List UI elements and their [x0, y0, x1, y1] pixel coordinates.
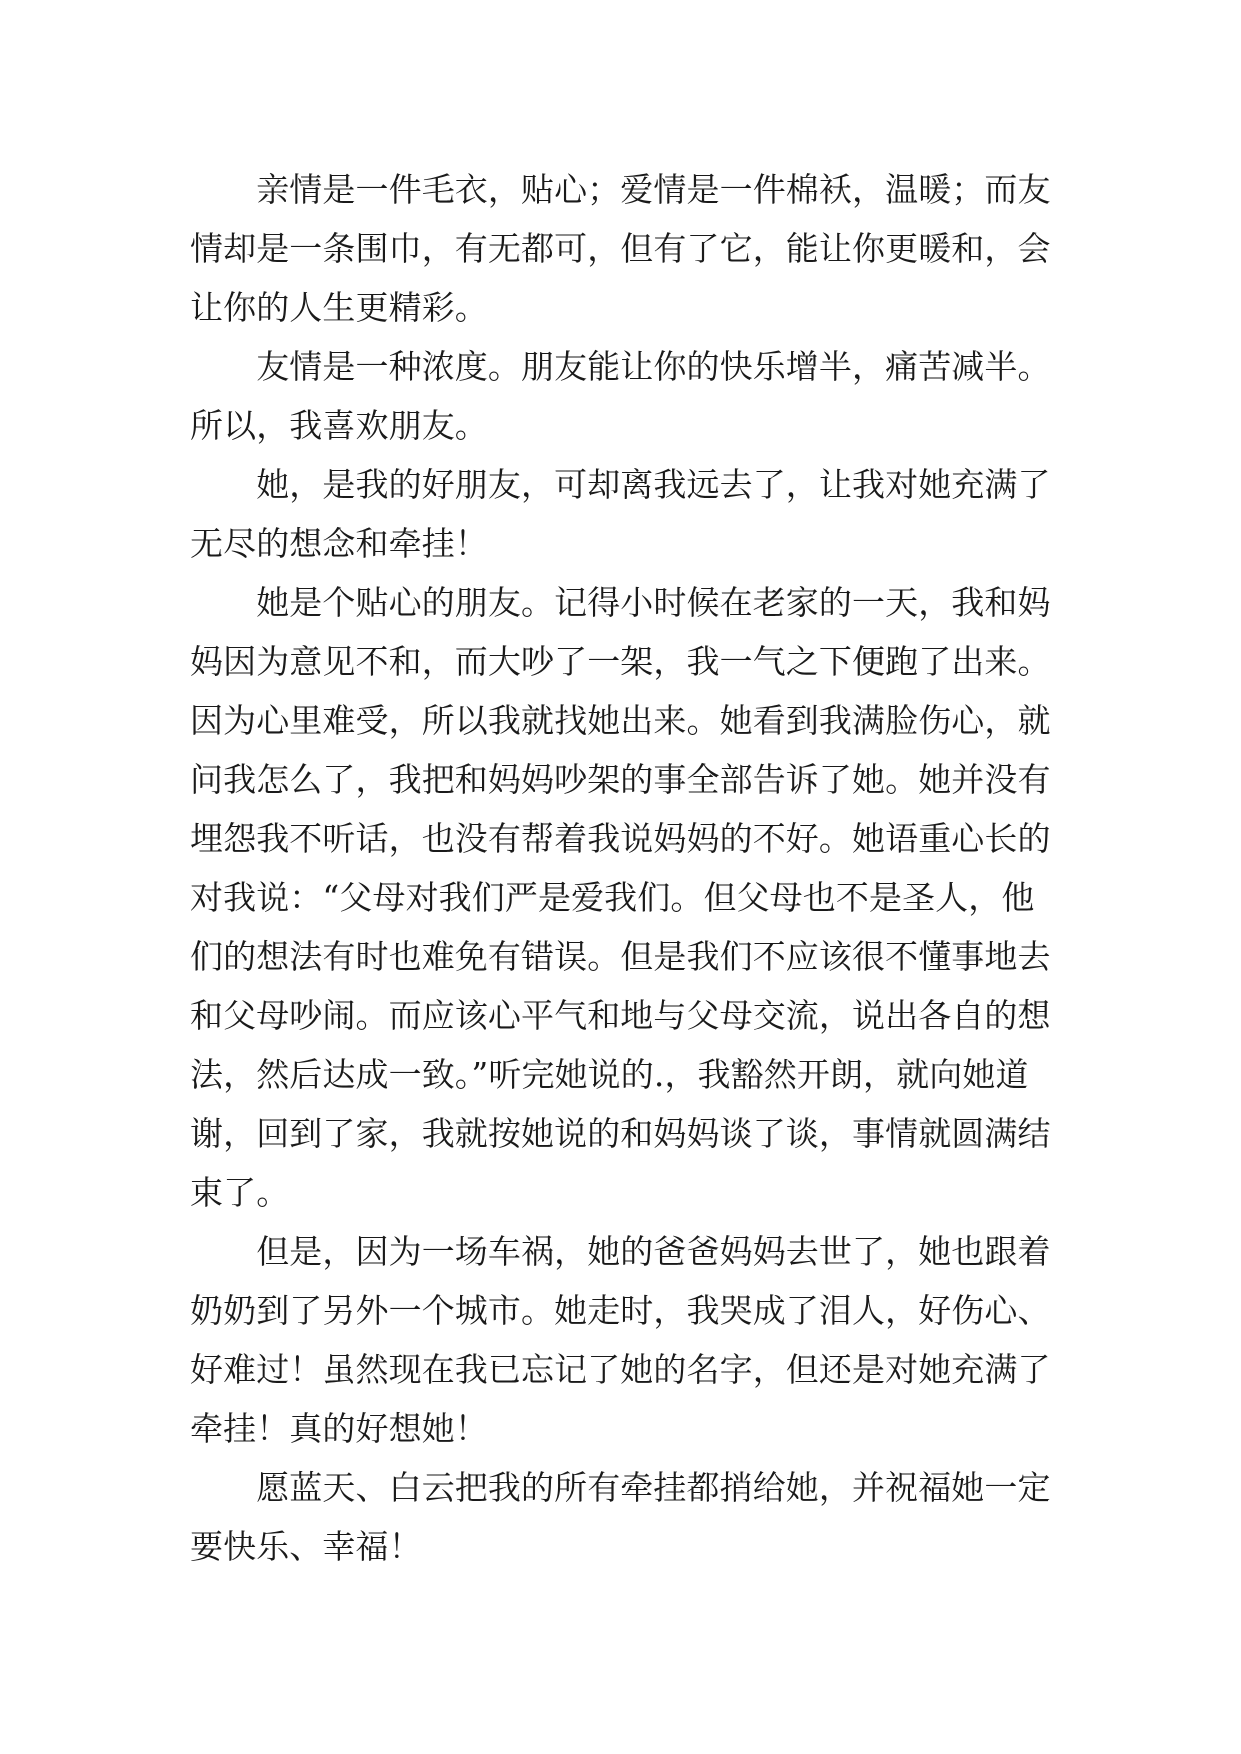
- text-line: 友情是一种浓度。朋友能让你的快乐增半，痛苦减半。: [190, 347, 1051, 386]
- text-line: 她，是我的好朋友，可却离我远去了，让我对她充满了: [190, 465, 1051, 504]
- text-line: 所以，我喜欢朋友。: [190, 406, 488, 445]
- paragraph-3: [190, 455, 1070, 573]
- text-line: 问我怎么了，我把和妈妈吵架的事全部告诉了她。她并没有: [190, 760, 1051, 799]
- text-line: 愿蓝天、白云把我的所有牵挂都捎给她，并祝福她一定: [190, 1468, 1051, 1507]
- text-line: 奶奶到了另外一个城市。她走时，我哭成了泪人，好伤心、: [190, 1291, 1051, 1330]
- text-line: 好难过！虽然现在我已忘记了她的名字，但还是对她充满了: [190, 1350, 1051, 1389]
- text-line: 们的想法有时也难免有错误。但是我们不应该很不懂事地去: [190, 937, 1051, 976]
- text-line: 和父母吵闹。而应该心平气和地与父母交流，说出各自的想: [190, 996, 1051, 1035]
- text-line: 埋怨我不听话，也没有帮着我说妈妈的不好。她语重心长的: [190, 819, 1051, 858]
- text-line: 妈因为意见不和，而大吵了一架，我一气之下便跑了出来。: [190, 642, 1051, 681]
- text-line: 让你的人生更精彩。: [190, 288, 488, 327]
- text-line: 但是，因为一场车祸，她的爸爸妈妈去世了，她也跟着: [190, 1232, 1051, 1271]
- paragraph-6: [190, 1458, 1070, 1576]
- document-body: [190, 160, 1070, 1576]
- text-line: 无尽的想念和牵挂！: [190, 524, 488, 563]
- paragraph-2: [190, 337, 1070, 455]
- paragraph-5: [190, 1222, 1070, 1458]
- text-line: 因为心里难受，所以我就找她出来。她看到我满脸伤心，就: [190, 701, 1051, 740]
- text-line: 法，然后达成一致。”听完她说的.，我豁然开朗，就向她道: [190, 1055, 1029, 1094]
- text-line: 牵挂！真的好想她！: [190, 1409, 488, 1448]
- text-line: 谢，回到了家，我就按她说的和妈妈谈了谈，事情就圆满结: [190, 1114, 1051, 1153]
- text-line: 亲情是一件毛衣，贴心；爱情是一件棉袄，温暖；而友: [190, 170, 1051, 209]
- text-line: 她是个贴心的朋友。记得小时候在老家的一天，我和妈: [190, 583, 1051, 622]
- text-line: 对我说：“父母对我们严是爱我们。但父母也不是圣人，他: [190, 878, 1035, 917]
- paragraph-1: [190, 160, 1070, 337]
- text-line: 束了。: [190, 1173, 290, 1212]
- paragraph-4: [190, 573, 1070, 1222]
- text-line: 情却是一条围巾，有无都可，但有了它，能让你更暖和，会: [190, 229, 1051, 268]
- text-line: 要快乐、幸福！: [190, 1527, 422, 1566]
